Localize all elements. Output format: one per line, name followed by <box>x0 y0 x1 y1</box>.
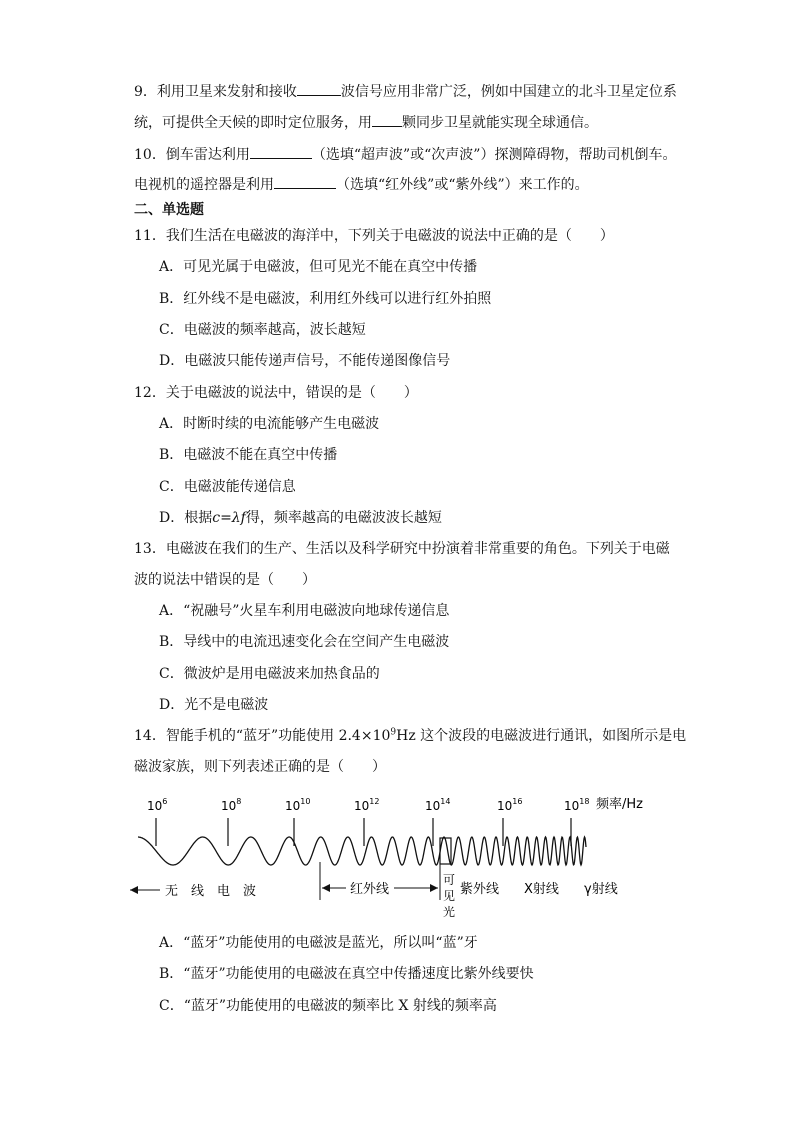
freq-tick-1e8: $10^8$ <box>221 797 242 813</box>
q14-text-1: 14．智能手机的“蓝牙”功能使用 2.4×10 <box>134 728 391 744</box>
radio-wave-label: 无 线 电 波 <box>165 884 257 899</box>
q12-option-d-prefix: D．根据 <box>159 510 213 526</box>
freq-tick-1e12: $10^{12}$ <box>354 797 380 813</box>
q11-option-a: A．可见光属于电磁波，但可见光不能在真空中传播 <box>159 259 478 275</box>
q9-blank-1 <box>297 81 341 96</box>
q14-option-b: B．“蓝牙”功能使用的电磁波在真空中传播速度比紫外线要快 <box>159 966 534 982</box>
q11-option-b: B．红外线不是电磁波，利用红外线可以进行红外拍照 <box>159 291 492 307</box>
q11-option-c: C．电磁波的频率越高，波长越短 <box>159 322 366 338</box>
visible-char-3: 光 <box>443 905 456 919</box>
visible-char-2: 见 <box>443 889 456 903</box>
q10-line1 <box>134 144 676 165</box>
q14-option-c: C．“蓝牙”功能使用的电磁波的频率比 X 射线的频率高 <box>159 998 497 1014</box>
q14-option-a: A．“蓝牙”功能使用的电磁波是蓝光，所以叫“蓝”牙 <box>159 935 478 951</box>
q10-blank-2 <box>274 174 336 189</box>
q12-option-a: A．时断时续的电流能够产生电磁波 <box>159 416 380 432</box>
freq-tick-1e16: $10^{16}$ <box>497 797 523 813</box>
q9-line2 <box>134 112 598 133</box>
q12-option-c: C．电磁波能传递信息 <box>159 479 296 495</box>
freq-tick-1e6: $10^6$ <box>147 797 168 813</box>
infrared-label: 红外线 <box>350 882 390 897</box>
q14-stem-line1 <box>134 726 686 746</box>
frequency-ticks <box>147 796 643 813</box>
q10-text-3: 电视机的遥控器是利用 <box>134 177 274 193</box>
freq-tick-1e14: $10^{14}$ <box>425 797 451 813</box>
q12-option-d <box>159 508 442 528</box>
q10-blank-1 <box>250 144 312 159</box>
freq-tick-1e18: $10^{18}$ <box>564 797 590 813</box>
xray-label: X射线 <box>524 882 559 897</box>
visible-char-1: 可 <box>443 873 456 887</box>
q9-text-1: 9．利用卫星来发射和接收 <box>134 84 297 100</box>
em-spectrum-diagram <box>0 780 794 930</box>
q13-stem-line2: 波的说法中错误的是（ ） <box>134 572 316 588</box>
q13-option-c: C．微波炉是用电磁波来加热食品的 <box>159 666 380 682</box>
gamma-label: γ射线 <box>584 882 618 897</box>
radio-wave-arrow <box>130 886 160 894</box>
q9-text-4: 颗同步卫星就能实现全球通信。 <box>402 115 598 131</box>
q12-stem: 12．关于电磁波的说法中，错误的是（ ） <box>134 385 418 401</box>
q12-option-d-suffix: 得，频率越高的电磁波波长越短 <box>245 510 442 526</box>
q13-option-a: A．“祝融号”火星车利用电磁波向地球传递信息 <box>159 603 450 619</box>
q13-option-d: D．光不是电磁波 <box>159 697 269 713</box>
q12-formula: c=λf <box>212 510 246 526</box>
q14-stem-line2: 磁波家族，则下列表述正确的是（ ） <box>134 759 386 775</box>
q9-text-2: 波信号应用非常广泛，例如中国建立的北斗卫星定位系 <box>340 84 677 100</box>
freq-unit-label: 频率/Hz <box>596 797 643 812</box>
q13-option-b: B．导线中的电流迅速变化会在空间产生电磁波 <box>159 634 450 650</box>
q9-line1 <box>134 81 677 102</box>
q9-blank-2 <box>372 112 402 127</box>
q12-option-b: B．电磁波不能在真空中传播 <box>159 447 338 463</box>
q10-text-2: （选填“超声波”或“次声波”）探测障碍物，帮助司机倒车。 <box>311 147 677 163</box>
q9-text-3: 统，可提供全天候的即时定位服务，用 <box>134 115 372 131</box>
em-wave-curve <box>138 837 586 865</box>
freq-tick-1e10: $10^{10}$ <box>285 797 311 813</box>
section-title: 二、单选题 <box>134 202 204 218</box>
q13-stem-line1: 13．电磁波在我们的生产、生活以及科学研究中扮演着非常重要的角色。下列关于电磁 <box>134 541 670 557</box>
q11-stem: 11．我们生活在电磁波的海洋中，下列关于电磁波的说法中正确的是（ ） <box>134 228 614 244</box>
q10-line2 <box>134 174 589 195</box>
uv-label: 紫外线 <box>460 882 500 897</box>
q14-text-2: Hz 这个波段的电磁波进行通讯，如图所示是电 <box>396 728 687 744</box>
q14-exponent: 9 <box>390 727 397 738</box>
q10-text-4: （选填“红外线”或“紫外线”）来工作的。 <box>336 177 589 193</box>
q11-option-d: D．电磁波只能传递声信号，不能传递图像信号 <box>159 353 451 369</box>
q10-text-1: 10．倒车雷达利用 <box>134 147 250 163</box>
